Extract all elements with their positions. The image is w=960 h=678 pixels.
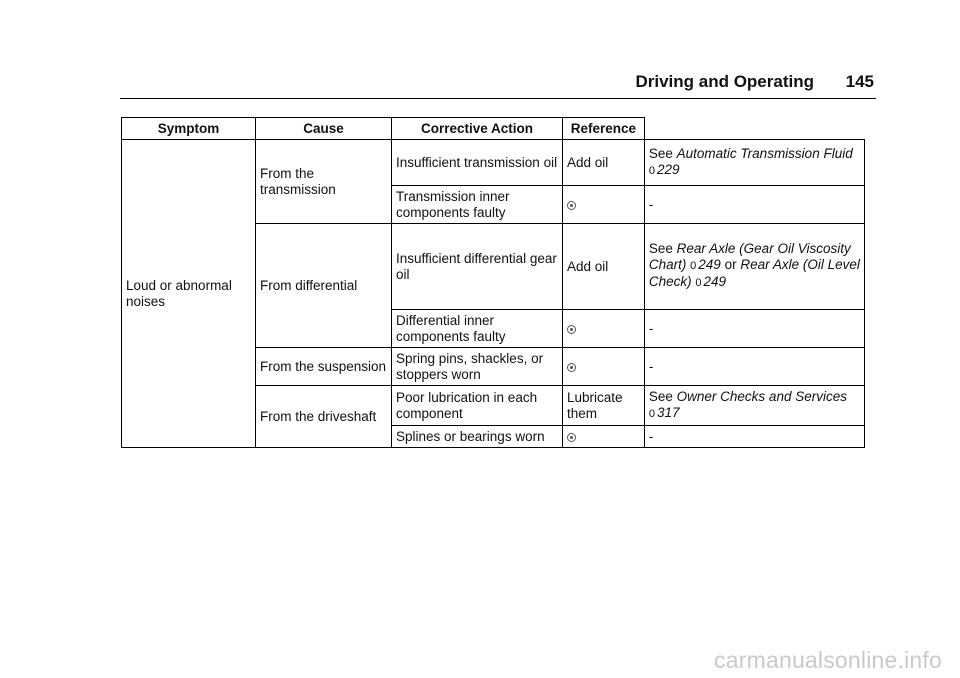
symptom-cell: Loud or abnormal noises [122,140,256,448]
corrective-action-cell [563,426,645,448]
detail-cell: Poor lubrication in each component [392,386,563,426]
corrective-action-cell [563,348,645,386]
page-reference-icon: 0 [690,259,697,272]
reference-joiner: or [724,256,737,272]
reference-cell: - [644,186,864,224]
dealer-service-icon [567,201,576,210]
column-header-action: Reference [563,118,645,140]
page-header [120,66,876,99]
corrective-action-cell: Add oil [563,224,645,310]
reference-cell [644,224,864,310]
reference-page[interactable]: 229 [656,161,680,177]
reference-cell: - [644,310,864,348]
dealer-service-icon [567,433,576,442]
detail-cell: Differential inner components faulty [392,310,563,348]
reference-link[interactable]: Rear Axle (Oil Level Check) [648,256,860,290]
column-header-symptom: Symptom [122,118,256,140]
detail-cell: Spring pins, shackles, or stoppers worn [392,348,563,386]
reference-link[interactable]: Owner Checks and Services [676,389,847,404]
detail-cell: Insufficient transmission oil [392,140,563,186]
dealer-service-icon [567,325,576,334]
reference-cell: - [644,426,864,448]
corrective-action-cell: Lubricate them [563,386,645,426]
corrective-action-cell [563,310,645,348]
page-reference-icon: 0 [695,277,702,290]
reference-link[interactable]: Automatic Transmission Fluid [676,146,853,161]
corrective-action-cell: Add oil [563,140,645,186]
diagnosis-table [121,117,865,448]
reference-page[interactable]: 249 [703,274,727,290]
detail-cell: Insufficient differential gear oil [392,224,563,310]
reference-prefix: See [648,389,673,404]
cause-cell: From the transmission [256,140,392,224]
page-number: 145 [845,72,874,91]
column-header-corrective-action: Corrective Action [392,118,563,140]
corrective-action-cell [563,186,645,224]
column-header-cause: Cause [256,118,392,140]
reference-cell [644,386,864,426]
reference-link[interactable]: Rear Axle (Gear Oil Viscosity Chart) [648,241,851,272]
detail-cell: Splines or bearings worn [392,426,563,448]
table-header-row [122,118,865,140]
reference-cell: - [644,348,864,386]
reference-page[interactable]: 249 [698,256,721,272]
section-title: Driving and Operating [635,72,814,91]
dealer-service-icon [567,363,576,372]
page-reference-icon: 0 [648,407,655,420]
detail-cell: Transmission inner components faulty [392,186,563,224]
table-row [122,140,865,186]
reference-cell [644,140,864,186]
reference-prefix: See [648,241,673,257]
reference-page[interactable]: 317 [656,404,680,420]
page-reference-icon: 0 [648,164,655,177]
reference-prefix: See [648,146,673,161]
cause-cell: From the driveshaft [256,386,392,448]
watermark-text: carmanualsonline.info [714,647,942,673]
cause-cell: From the suspension [256,348,392,386]
cause-cell: From differential [256,224,392,348]
